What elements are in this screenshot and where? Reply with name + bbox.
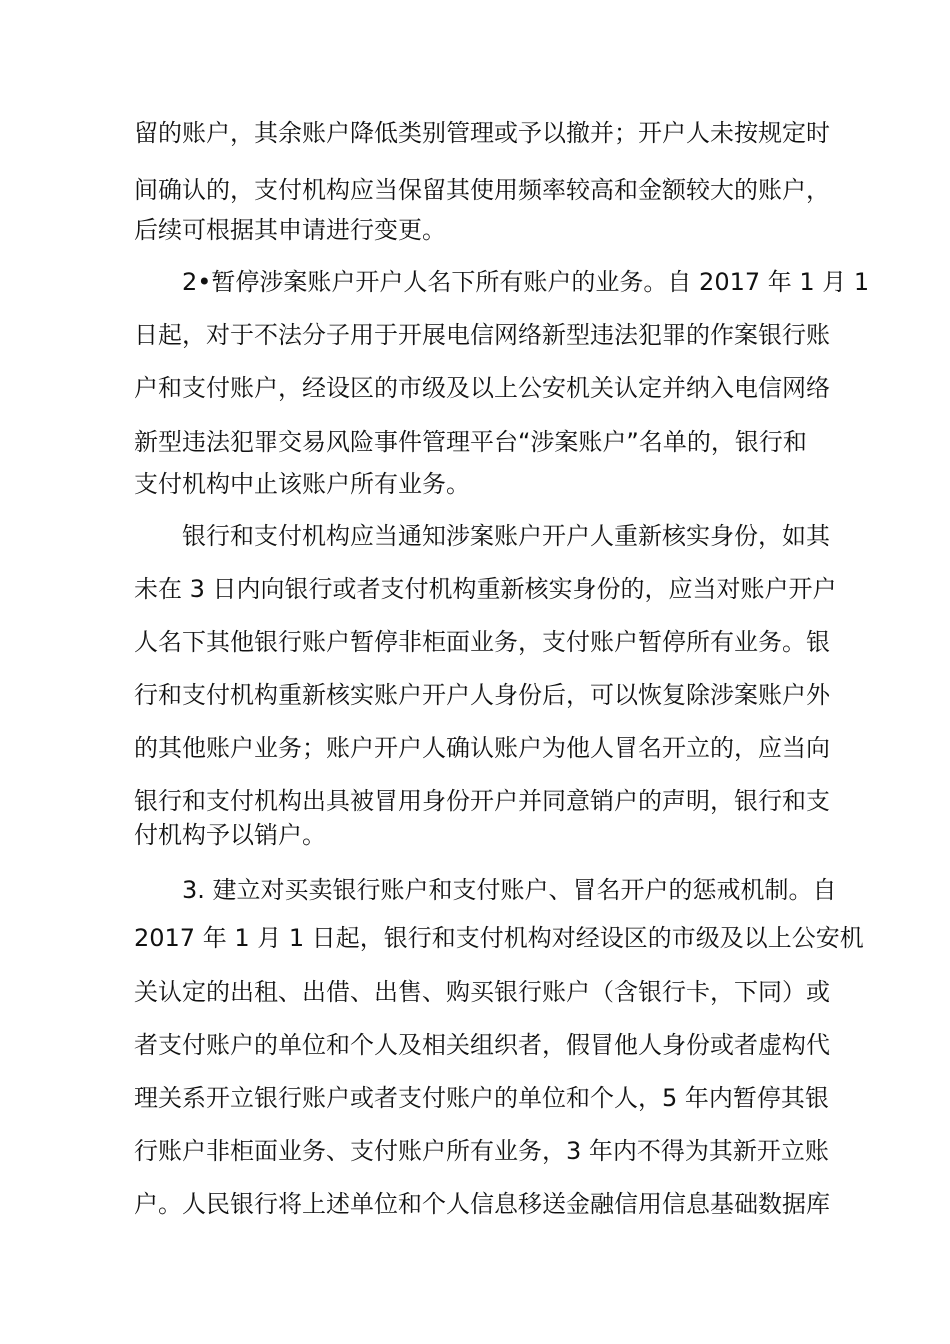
text-line: 理关系开立银行账户或者支付账户的单位和个人，5 年内暂停其银 [134, 1084, 829, 1112]
text-line: 后续可根据其申请进行变更。 [134, 216, 446, 244]
text-line: 支付机构中止该账户所有业务。 [134, 470, 470, 498]
text-line: 的其他账户业务；账户开户人确认账户为他人冒名开立的，应当向 [134, 734, 830, 762]
text-line: 行账户非柜面业务、支付账户所有业务，3 年内不得为其新开立账 [134, 1137, 829, 1165]
text-line: 行和支付机构重新核实账户开户人身份后，可以恢复除涉案账户外 [134, 681, 830, 709]
text-line: 户和支付账户，经设区的市级及以上公安机关认定并纳入电信网络 [134, 374, 830, 402]
text-line: 付机构予以销户。 [134, 821, 326, 849]
text-line: 人名下其他银行账户暂停非柜面业务，支付账户暂停所有业务。银 [134, 628, 830, 656]
text-line: 3. 建立对买卖银行账户和支付账户、冒名开户的惩戒机制。自 [182, 876, 837, 904]
text-line: 银行和支付机构出具被冒用身份开户并同意销户的声明，银行和支 [134, 787, 830, 815]
text-line: 未在 3 日内向银行或者支付机构重新核实身份的，应当对账户开户 [134, 575, 837, 603]
text-line: 间确认的，支付机构应当保留其使用频率较高和金额较大的账户， [134, 176, 830, 204]
text-line: 户。人民银行将上述单位和个人信息移送金融信用信息基础数据库 [134, 1190, 830, 1218]
text-line: 者支付账户的单位和个人及相关组织者，假冒他人身份或者虚构代 [134, 1031, 830, 1059]
text-line: 日起，对于不法分子用于开展电信网络新型违法犯罪的作案银行账 [134, 321, 830, 349]
text-line: 新型违法犯罪交易风险事件管理平台“涉案账户”名单的，银行和 [134, 428, 807, 456]
text-line: 关认定的出租、出借、出售、购买银行账户（含银行卡，下同）或 [134, 978, 830, 1006]
text-line: 2017 年 1 月 1 日起，银行和支付机构对经设区的市级及以上公安机 [134, 924, 864, 952]
text-line: 2•暂停涉案账户开户人名下所有账户的业务。自 2017 年 1 月 1 [182, 268, 870, 296]
text-line: 留的账户，其余账户降低类别管理或予以撤并；开户人未按规定时 [134, 119, 830, 147]
text-line: 银行和支付机构应当通知涉案账户开户人重新核实身份，如其 [182, 522, 830, 550]
